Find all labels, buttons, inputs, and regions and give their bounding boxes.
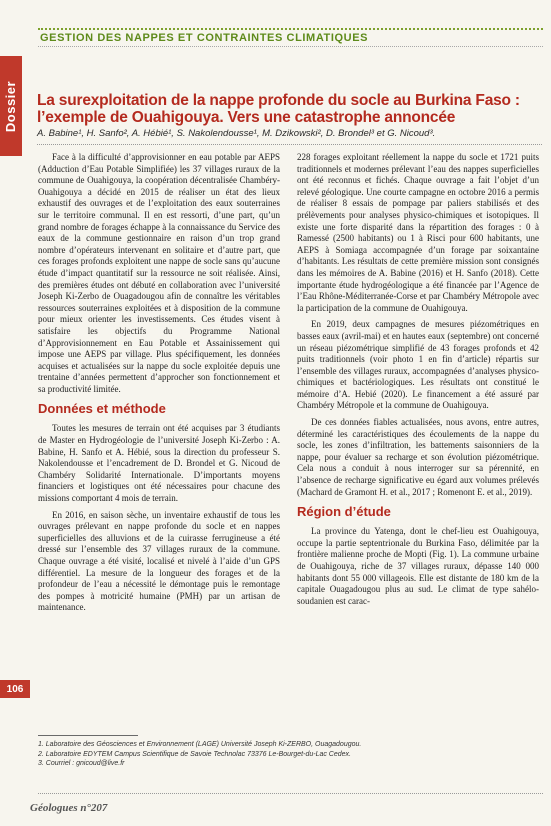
footer-rule	[38, 793, 543, 794]
page-number: 106	[0, 680, 30, 698]
section-header-title: GESTION DES NAPPES ET CONTRAINTES CLIMATIQUES	[40, 32, 369, 44]
dossier-tab-label: Dossier	[3, 80, 19, 132]
section-heading-data-method: Données et méthode	[38, 401, 166, 417]
footnote-rule	[38, 735, 138, 736]
footnotes	[38, 740, 543, 769]
footnote: 2. Laboratoire EDYTEM Campus Scientifique de Savoie Technolac 73376 Le-Bourget-du-Lac Cedex.	[38, 750, 351, 758]
journal-name: Géologues n°207	[30, 802, 108, 814]
right-column	[297, 152, 539, 612]
left-column	[38, 152, 280, 619]
body-paragraph: Toutes les mesures de terrain ont été acquises par 3 étudiants de Master en Hydrogéologie de l’université Joseph Ki-Zerbo : A. Babine, H. Sanfo et A. Hébié, sous la direction du professeur S. Nakolendousse et l’encadrement de D. Brondel et G. Nicoud de Chambéry Solidarité Internationale. D’importants moyens financiers et logistiques ont été nécessaires pour chacune des missions comportant 4 mois de terrain.	[38, 423, 280, 504]
header-top-rule	[38, 28, 543, 30]
body-paragraph: 228 forages exploitant réellement la nappe du socle et 1721 puits traditionnels et modernes prélevant l’eau des nappes superficielles ont été reconnus et fichés. Chaque ouvrage a fait l’objet d’un relevé géologique. Une courte campagne en octobre 2016 a permis de réaliser 8 essais de pompage par paliers stabilisés et des prélèvements pour analyses physico-chimiques et isotopiques. Il existe une forte disparité dans la répartition des forages : 0 à Ramessé (2500 habitants) ou 1 à Risci pour 600 habitants, une AEPS à Somiaga accompagnée d’un forage par soixantaine d’habitants. Les résultats de cette première mission sont consignés dans les mémoires de A. Babine (2016) et H. Sanfo (2018). Cette importante étude hydrogéologique a été financée par l’Agence de l’Eau Rhône-Méditerranée-Corse et par Chambéry Métropole avec la participation de la commune de Ouahigouya.	[297, 152, 539, 313]
authors-divider	[37, 144, 542, 145]
footnote: 1. Laboratoire des Géosciences et Environnement (LAGE) Université Joseph Ki-ZERBO, Ouagadougou.	[38, 741, 362, 748]
intro-paragraph: Face à la difficulté d’approvisionner en eau potable par AEPS (Adduction d’Eau Potable Simplifiée) les 37 villages ruraux de la commune de Ouahigouya, la coopération décentralisée Chambéry-Ouahigouya a décidé en 2015 de réaliser un état des lieux exhaustif des ouvrages et de l’exploitation des eaux souterraines sur le territoire communal. Il en est ressorti, d’une part, qu’un grand nombre de forages échappe à la connaissance du Service des eaux de la commune gestionnaire en raison d’un trop grand nombre d’opérateurs intervenant en solitaire et d’autre part, que ces forages profonds exploitent une nappe de socle sans qu’aucune étude d’impact quantitatif sur la ressource ne soit réalisée. Ainsi, des premières études ont débuté en collaboration avec l’université Joseph Ki-Zerbo de Ouagadougou afin de connaître les véritables ressources souterraines exploitées et à disposition de la commune pour mieux orienter les investissements. Ces études visent à satisfaire les objectifs du Programme National d’Approvisionnement en Eau Potable et Assainissement qui impose une AEPS par village. Plus spécifiquement, les données acquises et actualisées sur la nappe du socle exploitée depuis une trentaine d’années permettent d’approcher son fonctionnement et sa productivité limitée.	[38, 152, 280, 394]
body-paragraph: En 2019, deux campagnes de mesures piézométriques en basses eaux (avril-mai) et en hautes eaux (septembre) ont concerné un réseau piézométrique simplifié de 43 forages profonds et 42 puits traditionnels (voir photo 1 en fin d’article) répartis sur l’ensemble des villages ruraux, accompagnées d’analyses physico-chimiques et bactériologiques. Les résultats ont constitué le mémoire d’A. Hebié (2020). Le financement a été assuré par Chambéry Métropole et la commune de Ouahigouya.	[297, 319, 539, 411]
body-paragraph: La province du Yatenga, dont le chef-lieu est Ouahigouya, occupe la partie septentrionale du Burkina Faso, délimitée par la frontière malienne proche de Mopti (Fig. 1). La commune urbaine de Ouahigouya, riche de 37 villages ruraux, dépasse 140 000 habitants dont 55 000 villageois. Elle est distante de 180 km de la capitale Ouagadougou plus au sud. Le climat de type sahélo-soudanien est carac-	[297, 526, 539, 606]
body-paragraph: De ces données fiables actualisées, nous avons, entre autres, déterminé les caractéristiques des écoulements de la nappe du socle, les zones d’infiltration, les battements saisonniers de la nappe, pour évaluer sa recharge et son évolution piézométrique. Cela nous a conduit à nous interroger sur sa pérennité, en l’absence de recharge significative eu égard aux volumes prélevés (Machard de Gramont H. et al., 2017 ; Romenont E. et al., 2019).	[297, 417, 539, 497]
section-heading-study-region: Région d’étude	[297, 504, 391, 520]
footnote: 3. Courriel : gnicoud@live.fr	[38, 760, 125, 767]
dossier-side-tab	[0, 56, 22, 156]
article-title: La surexploitation de la nappe profonde du socle au Burkina Faso : l’exemple de Ouahigouya. Vers une catastrophe annoncée	[37, 92, 520, 126]
header-bottom-rule	[38, 46, 543, 47]
body-paragraph: En 2016, en saison sèche, un inventaire exhaustif de tous les ouvrages prélevant en nappe profonde du socle et en nappes superficielles des alluvions et de la cuirasse ferrugineuse a été dressé sur l’ensemble des 37 villages ruraux de la commune. Chaque ouvrage a été visité, localisé et nivelé à l’aide d’un GPS différentiel. La mesure de la longueur des forages et de la profondeur de l’eau a nécessité le démontage puis le remontage des pompes à motricité humaine (PMH) par un artisan de maintenance.	[38, 509, 280, 613]
article-authors: A. Babine¹, H. Sanfo², A. Hébié¹, S. Nakolendousse¹, M. Dzikowski², D. Brondel³ et G. Nicoud³.	[37, 128, 436, 139]
